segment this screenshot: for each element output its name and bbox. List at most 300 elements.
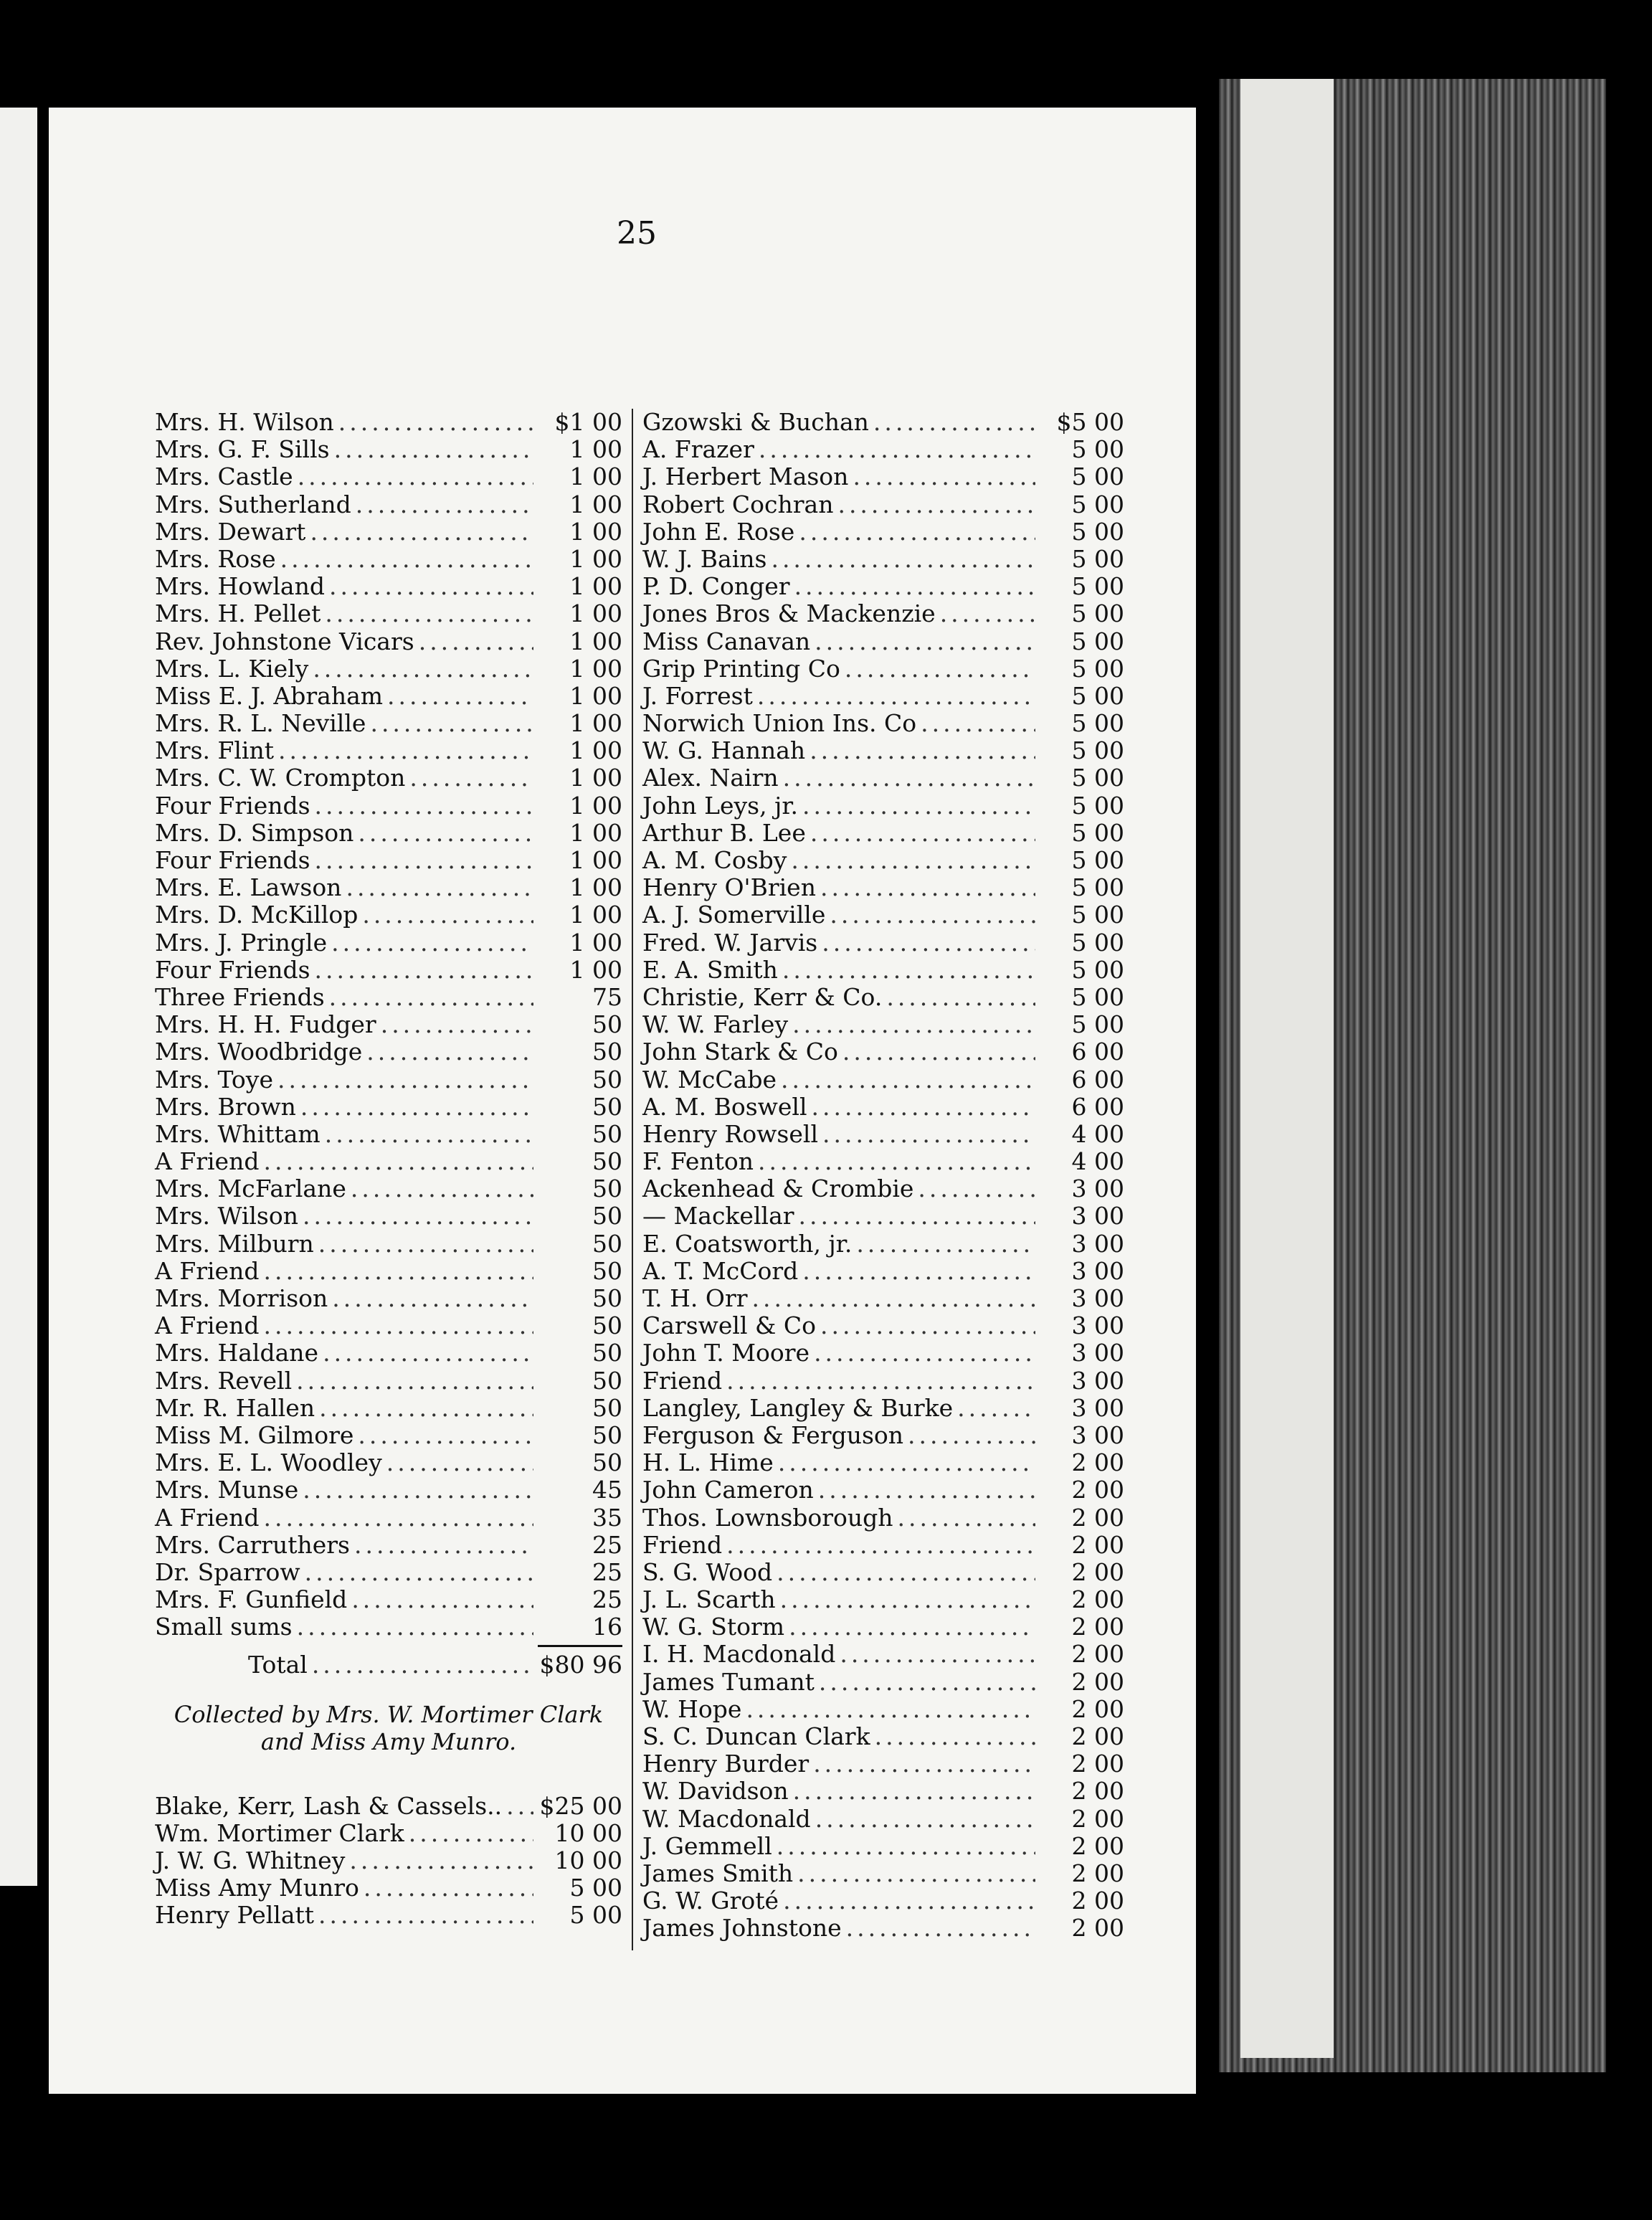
leader-dots: [759, 436, 1035, 463]
subscriber-row: [642, 573, 1124, 600]
subscriber-row: [155, 409, 622, 436]
leader-dots: [842, 1038, 1035, 1066]
subscriber-amount: 5 00: [1071, 901, 1124, 929]
leader-dots: [793, 1778, 1035, 1805]
subscriber-row: [642, 1915, 1124, 1942]
leader-dots: [315, 957, 533, 984]
leader-dots: [818, 1476, 1035, 1504]
subscriber-amount: 1 00: [569, 490, 622, 518]
subscriber-row: [642, 1806, 1124, 1833]
subscriber-row: [642, 1011, 1124, 1038]
subscriber-amount: 2 00: [1071, 1859, 1124, 1887]
subscriber-amount: 2 00: [1071, 1914, 1124, 1943]
subscriber-name: Mrs. Haldane: [155, 1339, 319, 1367]
subscriber-amount: 3 00: [1071, 1256, 1124, 1285]
leader-dots: [370, 710, 533, 737]
subscriber-row: [155, 1258, 622, 1285]
collected-heading-line2: and Miss Amy Munro.: [260, 1727, 517, 1755]
total-rule: [538, 1645, 622, 1647]
total-row: [155, 1651, 622, 1679]
collected-heading: [155, 1701, 622, 1755]
subscriber-amount: 1 00: [569, 681, 622, 710]
subscriber-row: [155, 1339, 622, 1367]
subscriber-amount: 50: [592, 1147, 622, 1176]
subscriber-amount: 5 00: [1071, 517, 1124, 546]
subscriber-row: [155, 1874, 622, 1902]
subscriber-amount: 50: [592, 1393, 622, 1422]
subscriber-amount: 5 00: [1071, 982, 1124, 1011]
subscriber-amount: 5 00: [1071, 955, 1124, 984]
subscriber-name: P. D. Conger: [642, 572, 790, 601]
subscriber-amount: 25: [592, 1557, 622, 1586]
subscriber-row: [642, 436, 1124, 463]
subscriber-name: W. Hope: [642, 1694, 742, 1723]
subscriber-row: [642, 1833, 1124, 1860]
subscriber-amount: 3 00: [1071, 1202, 1124, 1230]
subscriber-amount: 50: [592, 1065, 622, 1094]
subscriber-name: W. G. Hannah: [642, 736, 806, 765]
subscriber-amount: 5 00: [1071, 572, 1124, 601]
subscriber-amount: 2 00: [1071, 1831, 1124, 1860]
leader-dots: [277, 1066, 533, 1094]
leader-dots: [338, 409, 533, 436]
subscriber-row: [155, 1476, 622, 1504]
subscriber-amount: 50: [592, 1366, 622, 1395]
leader-dots: [873, 409, 1035, 436]
subscriber-name: W. McCabe: [642, 1065, 777, 1094]
leader-dots: [810, 820, 1035, 847]
leader-dots: [837, 491, 1035, 518]
printed-page: [49, 108, 1196, 2094]
subscriber-row: [642, 1312, 1124, 1339]
subscriber-amount: 5 00: [1071, 463, 1124, 491]
subscriber-amount: 2 00: [1071, 1777, 1124, 1806]
leader-dots: [356, 491, 533, 518]
leader-dots: [313, 655, 533, 683]
subscriber-amount: 5 00: [1071, 599, 1124, 628]
subscriber-amount: 5 00: [1071, 709, 1124, 738]
leader-dots: [782, 957, 1035, 984]
subscriber-row: [642, 1860, 1124, 1887]
subscriber-amount: 75: [592, 982, 622, 1011]
column-divider: [632, 409, 633, 1950]
subscriber-amount: 6 00: [1071, 1092, 1124, 1121]
leader-dots: [325, 1121, 533, 1148]
subscriber-name: Mrs. Carruthers: [155, 1530, 350, 1559]
leader-dots: [957, 1395, 1035, 1422]
subscriber-row: [155, 1285, 622, 1312]
subscriber-row: [155, 1793, 622, 1820]
subscriber-row: [642, 929, 1124, 957]
subscriber-row: [642, 764, 1124, 792]
right-subscriber-list: [642, 409, 1124, 1943]
subscriber-amount: 10 00: [554, 1818, 622, 1847]
subscriber-name: F. Fenton: [642, 1147, 754, 1176]
subscriber-row: [155, 1312, 622, 1339]
leader-dots: [815, 1806, 1035, 1833]
subscriber-amount: 1 00: [569, 627, 622, 655]
leader-dots: [789, 1613, 1035, 1641]
subscriber-name: Norwich Union Ins. Co: [642, 709, 917, 738]
subscriber-name: Mrs. H. Wilson: [155, 408, 334, 436]
subscriber-name: Three Friends: [155, 982, 325, 1011]
leader-dots: [387, 683, 533, 710]
subscriber-row: [155, 655, 622, 683]
leader-dots: [820, 1312, 1035, 1339]
leader-dots: [329, 984, 533, 1011]
subscriber-row: [155, 1532, 622, 1559]
subscriber-amount: 5 00: [569, 1901, 622, 1930]
subscriber-amount: 50: [592, 1092, 622, 1121]
subscriber-name: W. Macdonald: [642, 1804, 811, 1833]
subscriber-name: Mrs. L. Kiely: [155, 654, 309, 683]
subscriber-amount: 3 00: [1071, 1393, 1124, 1422]
subscriber-row: [642, 1476, 1124, 1504]
collected-subscriber-list: [155, 1793, 622, 1930]
leader-dots: [802, 1258, 1035, 1285]
subscriber-row: [642, 1559, 1124, 1586]
subscriber-row: [155, 1094, 622, 1121]
subscriber-name: J. Forrest: [642, 681, 753, 710]
subscriber-amount: 50: [592, 1202, 622, 1230]
subscriber-row: [642, 491, 1124, 518]
subscriber-name: Mrs. J. Pringle: [155, 928, 328, 957]
subscriber-name: Mrs. D. McKillop: [155, 901, 359, 929]
subscriber-amount: 4 00: [1071, 1147, 1124, 1176]
subscriber-row: [642, 792, 1124, 820]
page-leaf-edge: [1240, 79, 1334, 2058]
leader-dots: [802, 792, 1035, 820]
subscriber-row: [642, 683, 1124, 710]
leader-dots: [409, 764, 533, 792]
subscriber-row: [642, 1696, 1124, 1723]
subscriber-row: [155, 710, 622, 737]
subscriber-name: James Smith: [642, 1859, 794, 1887]
subscriber-amount: 3 00: [1071, 1339, 1124, 1367]
subscriber-row: [155, 1613, 622, 1641]
subscriber-row: [642, 409, 1124, 436]
leader-dots: [780, 1586, 1035, 1613]
subscriber-row: [642, 1586, 1124, 1613]
total-label: Total: [248, 1651, 308, 1679]
subscriber-name: Arthur B. Lee: [642, 818, 806, 847]
subscriber-row: [155, 1175, 622, 1202]
subscriber-row: [642, 600, 1124, 627]
subscriber-row: [642, 1339, 1124, 1367]
subscriber-row: [642, 1038, 1124, 1066]
leader-dots: [812, 1094, 1035, 1121]
leader-dots: [726, 1532, 1035, 1559]
leader-dots: [263, 1148, 533, 1175]
subscriber-name: J. Gemmell: [642, 1831, 772, 1860]
leader-dots: [771, 546, 1035, 573]
subscriber-name: Mrs. E. L. Woodley: [155, 1448, 382, 1477]
subscriber-amount: 2 00: [1071, 1804, 1124, 1833]
subscriber-amount: 5 00: [1071, 627, 1124, 655]
subscriber-amount: 2 00: [1071, 1585, 1124, 1614]
subscriber-amount: 2 00: [1071, 1476, 1124, 1504]
subscriber-name: Mrs. Howland: [155, 572, 325, 601]
leader-dots: [296, 1367, 533, 1395]
subscriber-amount: 1 00: [569, 928, 622, 957]
subscriber-amount: 50: [592, 1256, 622, 1285]
subscriber-name: A. Frazer: [642, 435, 754, 464]
subscriber-amount: 1 00: [569, 435, 622, 464]
subscriber-amount: 1 00: [569, 572, 622, 601]
subscriber-name: Mrs. McFarlane: [155, 1175, 346, 1203]
leader-dots: [318, 1230, 533, 1258]
subscriber-name: A. M. Boswell: [642, 1092, 807, 1121]
leader-dots: [898, 1504, 1035, 1532]
leader-dots: [819, 1669, 1035, 1696]
subscriber-name: John T. Moore: [642, 1339, 810, 1367]
leader-dots: [856, 1230, 1035, 1258]
leader-dots: [318, 1902, 533, 1929]
subscriber-amount: 1 00: [569, 544, 622, 573]
leader-dots: [280, 546, 533, 573]
leader-dots: [319, 1395, 533, 1422]
subscriber-row: [155, 683, 622, 710]
subscriber-amount: 25: [592, 1530, 622, 1559]
subscriber-name: Mrs. Castle: [155, 463, 293, 491]
subscriber-row: [155, 1011, 622, 1038]
leader-dots: [351, 1586, 533, 1613]
subscriber-name: Rev. Johnstone Vicars: [155, 627, 414, 655]
subscriber-name: Ferguson & Ferguson: [642, 1420, 904, 1449]
subscriber-row: [155, 1230, 622, 1258]
leader-dots: [921, 710, 1035, 737]
subscriber-amount: 1 00: [569, 955, 622, 984]
leader-dots: [940, 600, 1035, 627]
subscriber-name: J. Herbert Mason: [642, 463, 849, 491]
subscriber-row: [642, 1175, 1124, 1202]
subscriber-row: [155, 792, 622, 820]
subscriber-amount: 5 00: [1071, 490, 1124, 518]
subscriber-name: J. W. G. Whitney: [155, 1846, 346, 1874]
subscriber-amount: 1 00: [569, 901, 622, 929]
subscriber-amount: 2 00: [1071, 1667, 1124, 1696]
subscriber-name: S. G. Wood: [642, 1557, 773, 1586]
subscriber-name: Gzowski & Buchan: [642, 408, 869, 436]
subscriber-name: W. Davidson: [642, 1777, 789, 1806]
subscriber-row: [642, 847, 1124, 874]
subscriber-name: Ackenhead & Crombie: [642, 1175, 914, 1203]
subscriber-row: [642, 1230, 1124, 1258]
subscriber-row: [642, 1285, 1124, 1312]
subscriber-row: [155, 847, 622, 874]
subscriber-amount: 50: [592, 1119, 622, 1148]
subscriber-row: [642, 1422, 1124, 1449]
subscriber-amount: 3 00: [1071, 1175, 1124, 1203]
subscriber-name: Four Friends: [155, 791, 310, 820]
subscriber-row: [642, 1641, 1124, 1668]
subscriber-name: Miss Canavan: [642, 627, 811, 655]
subscriber-name: Mrs. Whittam: [155, 1119, 321, 1148]
subscriber-name: A. M. Cosby: [642, 846, 787, 874]
subscriber-name: James Johnstone: [642, 1914, 842, 1943]
subscriber-amount: 5 00: [1071, 681, 1124, 710]
subscriber-row: [155, 1504, 622, 1532]
subscriber-row: [642, 874, 1124, 901]
subscriber-name: Mrs. Woodbridge: [155, 1038, 363, 1066]
subscriber-amount: 50: [592, 1229, 622, 1258]
leader-dots: [886, 984, 1035, 1011]
subscriber-name: Mrs. Milburn: [155, 1229, 314, 1258]
left-column: [155, 409, 622, 1930]
left-subscriber-list: [155, 409, 622, 1641]
subscriber-amount: 3 00: [1071, 1311, 1124, 1340]
subscriber-row: [155, 463, 622, 490]
subscriber-amount: 5 00: [569, 1874, 622, 1902]
subscriber-name: Wm. Mortimer Clark: [155, 1818, 404, 1847]
total-amount: $80 96: [539, 1651, 622, 1679]
subscriber-amount: 2 00: [1071, 1530, 1124, 1559]
leader-dots: [758, 1148, 1035, 1175]
subscriber-amount: 3 00: [1071, 1284, 1124, 1312]
leader-dots: [325, 600, 533, 627]
subscriber-row: [155, 820, 622, 847]
leader-dots: [506, 1793, 533, 1820]
subscriber-amount: 2 00: [1071, 1557, 1124, 1586]
subscriber-name: Grip Printing Co: [642, 654, 840, 683]
leader-dots: [263, 1258, 533, 1285]
leader-dots: [334, 436, 533, 463]
subscriber-row: [642, 1532, 1124, 1559]
subscriber-amount: 1 00: [569, 736, 622, 765]
subscriber-name: Mrs. Dewart: [155, 517, 306, 546]
subscriber-name: Four Friends: [155, 955, 310, 984]
leader-dots: [346, 874, 533, 901]
leader-dots: [778, 1449, 1035, 1476]
subscriber-name: I. H. Macdonald: [642, 1640, 836, 1669]
leader-dots: [386, 1449, 533, 1476]
subscriber-name: J. L. Scarth: [642, 1585, 776, 1614]
subscriber-name: Friend: [642, 1530, 723, 1559]
subscriber-amount: 16: [592, 1613, 622, 1641]
subscriber-row: [155, 1148, 622, 1175]
subscriber-name: Mr. R. Hallen: [155, 1393, 315, 1422]
leader-dots: [323, 1339, 533, 1367]
leader-dots: [381, 1011, 533, 1038]
subscriber-name: Jones Bros & Mackenzie: [642, 599, 936, 628]
subscriber-row: [642, 1066, 1124, 1094]
leader-dots: [331, 929, 533, 957]
subscriber-row: [155, 1066, 622, 1094]
subscriber-amount: 1 00: [569, 818, 622, 847]
subscriber-row: [155, 628, 622, 655]
leader-dots: [810, 737, 1035, 764]
subscriber-name: Mrs. E. Lawson: [155, 873, 342, 902]
subscriber-row: [642, 820, 1124, 847]
subscriber-row: [155, 1847, 622, 1874]
subscriber-amount: 5 00: [1071, 654, 1124, 683]
subscriber-amount: 10 00: [554, 1846, 622, 1874]
subscriber-row: [642, 1778, 1124, 1805]
subscriber-name: Mrs. Munse: [155, 1476, 299, 1504]
subscriber-row: [642, 737, 1124, 764]
collected-heading-line1: Collected by Mrs. W. Mortimer Clark: [174, 1700, 604, 1728]
subscriber-name: Mrs. Morrison: [155, 1284, 328, 1312]
subscriber-name: W. J. Bains: [642, 544, 767, 573]
subscriber-name: A Friend: [155, 1311, 260, 1340]
subscriber-row: [155, 436, 622, 463]
subscriber-name: Mrs. Sutherland: [155, 490, 351, 518]
leader-dots: [409, 1820, 533, 1847]
subscriber-amount: 3 00: [1071, 1366, 1124, 1395]
subscriber-amount: 2 00: [1071, 1750, 1124, 1778]
subscriber-amount: 2 00: [1071, 1694, 1124, 1723]
leader-dots: [908, 1422, 1035, 1449]
subscriber-amount: 5 00: [1071, 1010, 1124, 1039]
leader-dots: [781, 1066, 1035, 1094]
subscriber-row: [155, 600, 622, 627]
subscriber-amount: 4 00: [1071, 1119, 1124, 1148]
subscriber-name: Mrs. G. F. Sills: [155, 435, 330, 464]
leader-dots: [312, 1651, 533, 1679]
subscriber-row: [642, 1121, 1124, 1148]
subscriber-name: Mrs. Wilson: [155, 1202, 298, 1230]
subscriber-name: S. C. Duncan Clark: [642, 1722, 870, 1750]
subscriber-amount: 2 00: [1071, 1887, 1124, 1915]
leader-dots: [783, 1887, 1035, 1915]
subscriber-row: [155, 1559, 622, 1586]
subscriber-name: Mrs. Revell: [155, 1366, 293, 1395]
leader-dots: [297, 1613, 533, 1641]
leader-dots: [364, 1874, 533, 1902]
subscriber-name: Mrs. D. Simpson: [155, 818, 354, 847]
subscriber-row: [155, 1367, 622, 1395]
subscriber-name: Henry Rowsell: [642, 1119, 819, 1148]
leader-dots: [315, 792, 533, 820]
subscriber-name: H. L. Hime: [642, 1448, 774, 1477]
leader-dots: [822, 1121, 1035, 1148]
subscriber-amount: 1 00: [569, 764, 622, 792]
subscriber-row: [642, 1395, 1124, 1422]
subscriber-name: E. A. Smith: [642, 955, 778, 984]
leader-dots: [354, 1532, 533, 1559]
leader-dots: [791, 847, 1035, 874]
subscriber-name: John Stark & Co: [642, 1038, 838, 1066]
subscriber-name: Four Friends: [155, 846, 310, 874]
subscriber-name: G. W. Groté: [642, 1887, 779, 1915]
leader-dots: [305, 1559, 533, 1586]
leader-dots: [777, 1559, 1035, 1586]
subscriber-name: Langley, Langley & Burke: [642, 1393, 954, 1422]
subscriber-name: Mrs. H. H. Fudger: [155, 1010, 376, 1039]
subscriber-row: [155, 1902, 622, 1929]
subscriber-row: [155, 1449, 622, 1476]
subscriber-name: A. J. Somerville: [642, 901, 826, 929]
subscriber-name: Mrs. Toye: [155, 1065, 273, 1094]
subscriber-name: A Friend: [155, 1503, 260, 1532]
subscriber-row: [155, 1586, 622, 1613]
subscriber-row: [642, 1449, 1124, 1476]
subscriber-row: [155, 874, 622, 901]
subscriber-name: A. T. McCord: [642, 1256, 799, 1285]
subscriber-name: Friend: [642, 1366, 723, 1395]
subscriber-name: Mrs. R. L. Neville: [155, 709, 366, 738]
subscriber-amount: 6 00: [1071, 1065, 1124, 1094]
leader-dots: [752, 1285, 1035, 1312]
subscriber-name: Henry Pellatt: [155, 1901, 315, 1930]
subscriber-name: A Friend: [155, 1256, 260, 1285]
leader-dots: [799, 1202, 1035, 1230]
subscriber-row: [155, 573, 622, 600]
leader-dots: [362, 901, 533, 929]
subscriber-row: [642, 1613, 1124, 1641]
subscriber-amount: 1 00: [569, 517, 622, 546]
subscriber-name: W. G. Storm: [642, 1613, 785, 1641]
